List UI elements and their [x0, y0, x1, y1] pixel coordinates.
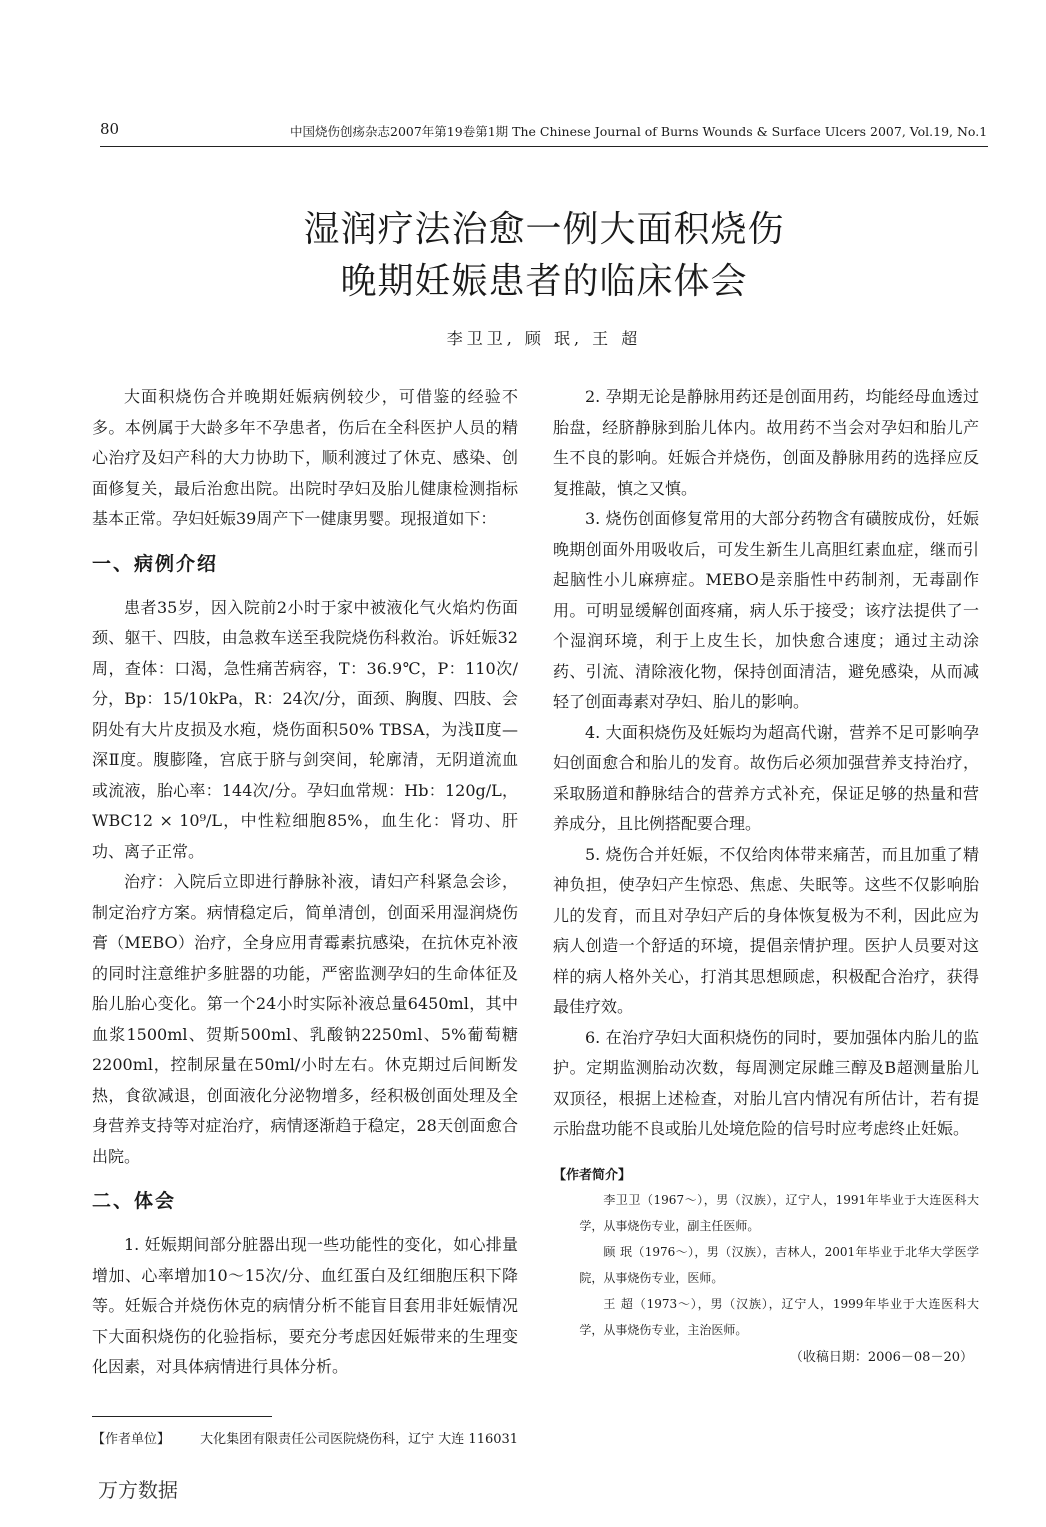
author-bio-entry: 王 超（1973～），男（汉族），辽宁人，1999年毕业于大连医科大学，从事烧伤专业，主治医师。 — [579, 1296, 979, 1337]
authors: 李卫卫, 顾 珉, 王 超 — [446, 329, 642, 348]
experience-paragraph-5: 5. 烧伤合并妊娠，不仅给肉体带来痛苦，而且加重了精神负担，使孕妇产生惊恐、焦虑、失眠等。这些不仅影响胎儿的发育，而且对孕妇产后的身体恢复极为不利，因此应为病人创造一个舒适的环境，提倡亲情护理。医护人员要对这样的病人格外关心，打消其思想顾虑，积极配合治疗，获得最佳疗效。 — [553, 844, 979, 1016]
experience-paragraph-2: 2. 孕期无论是静脉用药还是创面用药，均能经母血透过胎盘，经脐静脉到胎儿体内。故用药不当会对孕妇和胎儿产生不良的影响。妊娠合并烧伤，创面及静脉用药的选择应反复推敲，慎之又慎。 — [553, 387, 979, 498]
experience-paragraph-1: 1. 妊娠期间部分脏器出现一些功能性的变化，如心排量增加、心率增加10～15次/分、血红蛋白及红细胞压积下降等。妊娠合并烧伤休克的病情分析不能盲目套用非妊娠情况下大面积烧伤的化验指标，要充分考虑因妊娠带来的生理变化因素，对具体病情进行具体分析。 — [92, 1235, 518, 1376]
footnote-rule — [92, 1416, 272, 1417]
author-bio-heading: 【作者简介】 — [553, 1167, 632, 1183]
section-heading-experience: 二、体会 — [92, 1190, 177, 1212]
author-bio-entry: 顾 珉（1976～），男（汉族），吉林人，2001年毕业于北华大学医学院，从事烧伤专业，医师。 — [579, 1244, 979, 1285]
experience-paragraph-6: 6. 在治疗孕妇大面积烧伤的同时，要加强体内胎儿的监护。定期监测胎动次数，每周测定尿雌三醇及B超测量胎儿双顶径，根据上述检查，对胎儿宫内情况有所估计，若有提示胎盘功能不良或胎儿处境危险的信号时应考虑终止妊娠。 — [553, 1027, 979, 1138]
intro-paragraph: 大面积烧伤合并晚期妊娠病例较少，可借鉴的经验不多。本例属于大龄多年不孕患者，伤后在全科医护人员的精心治疗及妇产科的大力协助下，顺利渡过了休克、感染、创面修复关，最后治愈出院。出院时孕妇及胎儿健康检测指标基本正常。孕妇妊娠39周产下一健康男婴。现报道如下： — [92, 387, 518, 528]
experience-paragraph-4: 4. 大面积烧伤及妊娠均为超高代谢，营养不足可影响孕妇创面愈合和胎儿的发育。故伤后必须加强营养支持治疗，采取肠道和静脉结合的营养方式补充，保证足够的热量和营养成分，且比例搭配要合理。 — [553, 722, 979, 833]
title-line-1: 湿润疗法治愈一例大面积烧伤 — [303, 209, 785, 250]
left-column — [92, 382, 518, 1383]
case-paragraph-1: 患者35岁，因入院前2小时于家中被液化气火焰灼伤面颈、躯干、四肢，由急救车送至我院烧伤科救治。诉妊娠32周，查体：口渴，急性痛苦病容，T：36.9℃，P：110次/分，Bp：15/10kPa，R：24次/分，面颈、胸腹、四肢、会阴处有大片皮损及水疱，烧伤面积50% TBSA，为浅Ⅱ度—深Ⅱ度。腹膨隆，宫底于脐与剑突间，轮廓清，无阴道流血或流液，胎心率：144次/分。孕妇血常规：Hb：120g/L，WBC12 × 10⁹/L，中性粒细胞85%，血生化：肾功、肝功、离子正常。 — [92, 597, 518, 861]
section-heading-case: 一、病例介绍 — [92, 552, 219, 575]
running-header: 中国烧伤创疡杂志2007年第19卷第1期 The Chinese Journal of Burns Wounds & Surface Ulcers 2007, Vol.19, No.1 — [290, 124, 988, 139]
experience-paragraph-3: 3. 烧伤创面修复常用的大部分药物含有磺胺成份，妊娠晚期创面外用吸收后，可发生新生儿高胆红素血症，继而引起脑性小儿麻痹症。MEBO是亲脂性中药制剂，无毒副作用。可明显缓解创面疼痛，病人乐于接受；该疗法提供了一个湿润环境，利于上皮生长，加快愈合速度；通过主动涂药、引流、清除液化物，保持创面清洁，避免感染，从而减轻了创面毒素对孕妇、胎儿的影响。 — [553, 509, 979, 711]
watermark: 万方数据 — [98, 1478, 178, 1502]
author-affiliation — [92, 1428, 992, 1447]
author-bio-entry: 李卫卫（1967～），男（汉族），辽宁人，1991年毕业于大连医科大学，从事烧伤专业，副主任医师。 — [579, 1192, 979, 1233]
page-number: 80 — [100, 120, 120, 138]
affiliation-text: 大化集团有限责任公司医院烧伤科，辽宁 大连 116031 — [200, 1432, 519, 1447]
affiliation-label: 【作者单位】 — [92, 1432, 171, 1447]
article-title — [100, 204, 988, 308]
case-paragraph-2: 治疗：入院后立即进行静脉补液，请妇产科紧急会诊，制定治疗方案。病情稳定后，简单清创，创面采用湿润烧伤膏（MEBO）治疗，全身应用青霉素抗感染，在抗休克补液的同时注意维护多脏器的功能，严密监测孕妇的生命体征及胎儿胎心变化。第一个24小时实际补液总量6450ml，其中血浆1500ml、贺斯500ml、乳酸钠2250ml、5%葡萄糖2200ml，控制尿量在50ml/小时左右。休克期过后间断发热，食欲减退，创面液化分泌物增多，经积极创面处理及全身营养支持等对症治疗，病情逐渐趋于稳定，28天创面愈合出院。 — [92, 872, 518, 1166]
received-date: （收稿日期：2006－08－20） — [789, 1349, 973, 1365]
header-rule — [100, 146, 988, 147]
right-column — [553, 382, 979, 1371]
title-line-2: 晚期妊娠患者的临床体会 — [340, 261, 748, 302]
